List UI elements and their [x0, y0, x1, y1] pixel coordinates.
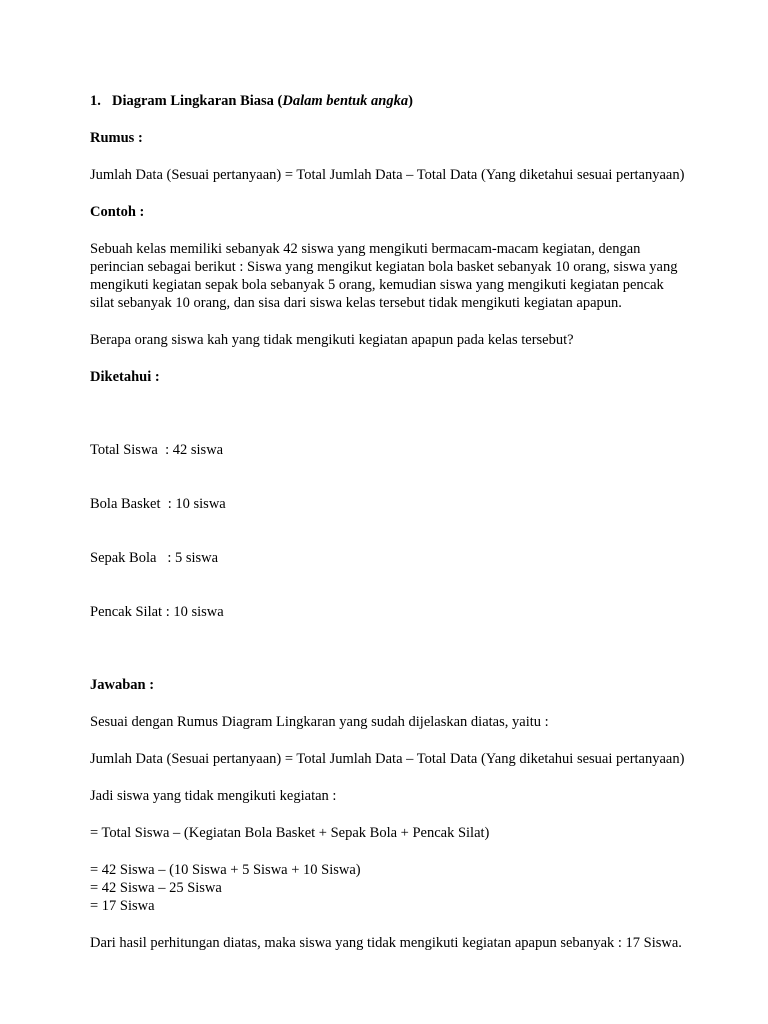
contoh-paragraph: Sebuah kelas memiliki sebanyak 42 siswa yang mengikuti bermacam-macam kegiatan, dengan perincian sebagai berikut : Siswa yang mengikut kegiatan bola basket sebanyak 10 orang, siswa yang mengikuti kegiatan sepak bola sebanyak 5 orang, kemudian siswa yang mengikuti kegiatan pencak silat sebanyak 10 orang, dan sisa dari siswa kelas tersebut tidak mengikuti kegiatan apapun.	[90, 241, 678, 311]
heading-title-italic: Dalam bentuk angka	[282, 93, 409, 109]
diketahui-list	[90, 405, 690, 657]
heading-number: 1.	[90, 93, 101, 109]
jawaban-intro: Sesuai dengan Rumus Diagram Lingkaran yang sudah dijelaskan diatas, yaitu :	[90, 714, 549, 730]
jawaban-conclusion: Dari hasil perhitungan diatas, maka siswa yang tidak mengikuti kegiatan apapun sebanyak : 17 Siswa.	[90, 935, 682, 951]
diketahui-item-pencak-silat: Pencak Silat : 10 siswa	[90, 604, 224, 620]
jawaban-calculation	[90, 861, 690, 915]
rumus-formula: Jumlah Data (Sesuai pertanyaan) = Total Jumlah Data – Total Data (Yang diketahui sesuai pertanyaan)	[90, 167, 685, 183]
jawaban-step-formula: = Total Siswa – (Kegiatan Bola Basket + Sepak Bola + Pencak Silat)	[90, 825, 490, 841]
heading-title: Diagram Lingkaran Biasa (	[112, 93, 283, 109]
document-body	[90, 92, 690, 971]
diketahui-label: Diketahui :	[90, 369, 160, 385]
jawaban-formula: Jumlah Data (Sesuai pertanyaan) = Total Jumlah Data – Total Data (Yang diketahui sesuai pertanyaan)	[90, 751, 685, 767]
rumus-label: Rumus :	[90, 130, 143, 146]
diketahui-item-bola-basket: Bola Basket : 10 siswa	[90, 496, 226, 512]
diketahui-item-total: Total Siswa : 42 siswa	[90, 442, 224, 458]
section-heading	[90, 92, 690, 110]
calculation-result: = 17 Siswa	[90, 898, 155, 914]
heading-title-close: )	[408, 93, 413, 109]
diketahui-item-sepak-bola: Sepak Bola : 5 siswa	[90, 550, 219, 566]
jawaban-label: Jawaban :	[90, 677, 155, 693]
calculation-step: = 42 Siswa – (10 Siswa + 5 Siswa + 10 Siswa)	[90, 862, 361, 878]
contoh-question: Berapa orang siswa kah yang tidak mengikuti kegiatan apapun pada kelas tersebut?	[90, 332, 574, 348]
jawaban-jadi: Jadi siswa yang tidak mengikuti kegiatan :	[90, 788, 337, 804]
calculation-step: = 42 Siswa – 25 Siswa	[90, 880, 222, 896]
contoh-label: Contoh :	[90, 204, 145, 220]
